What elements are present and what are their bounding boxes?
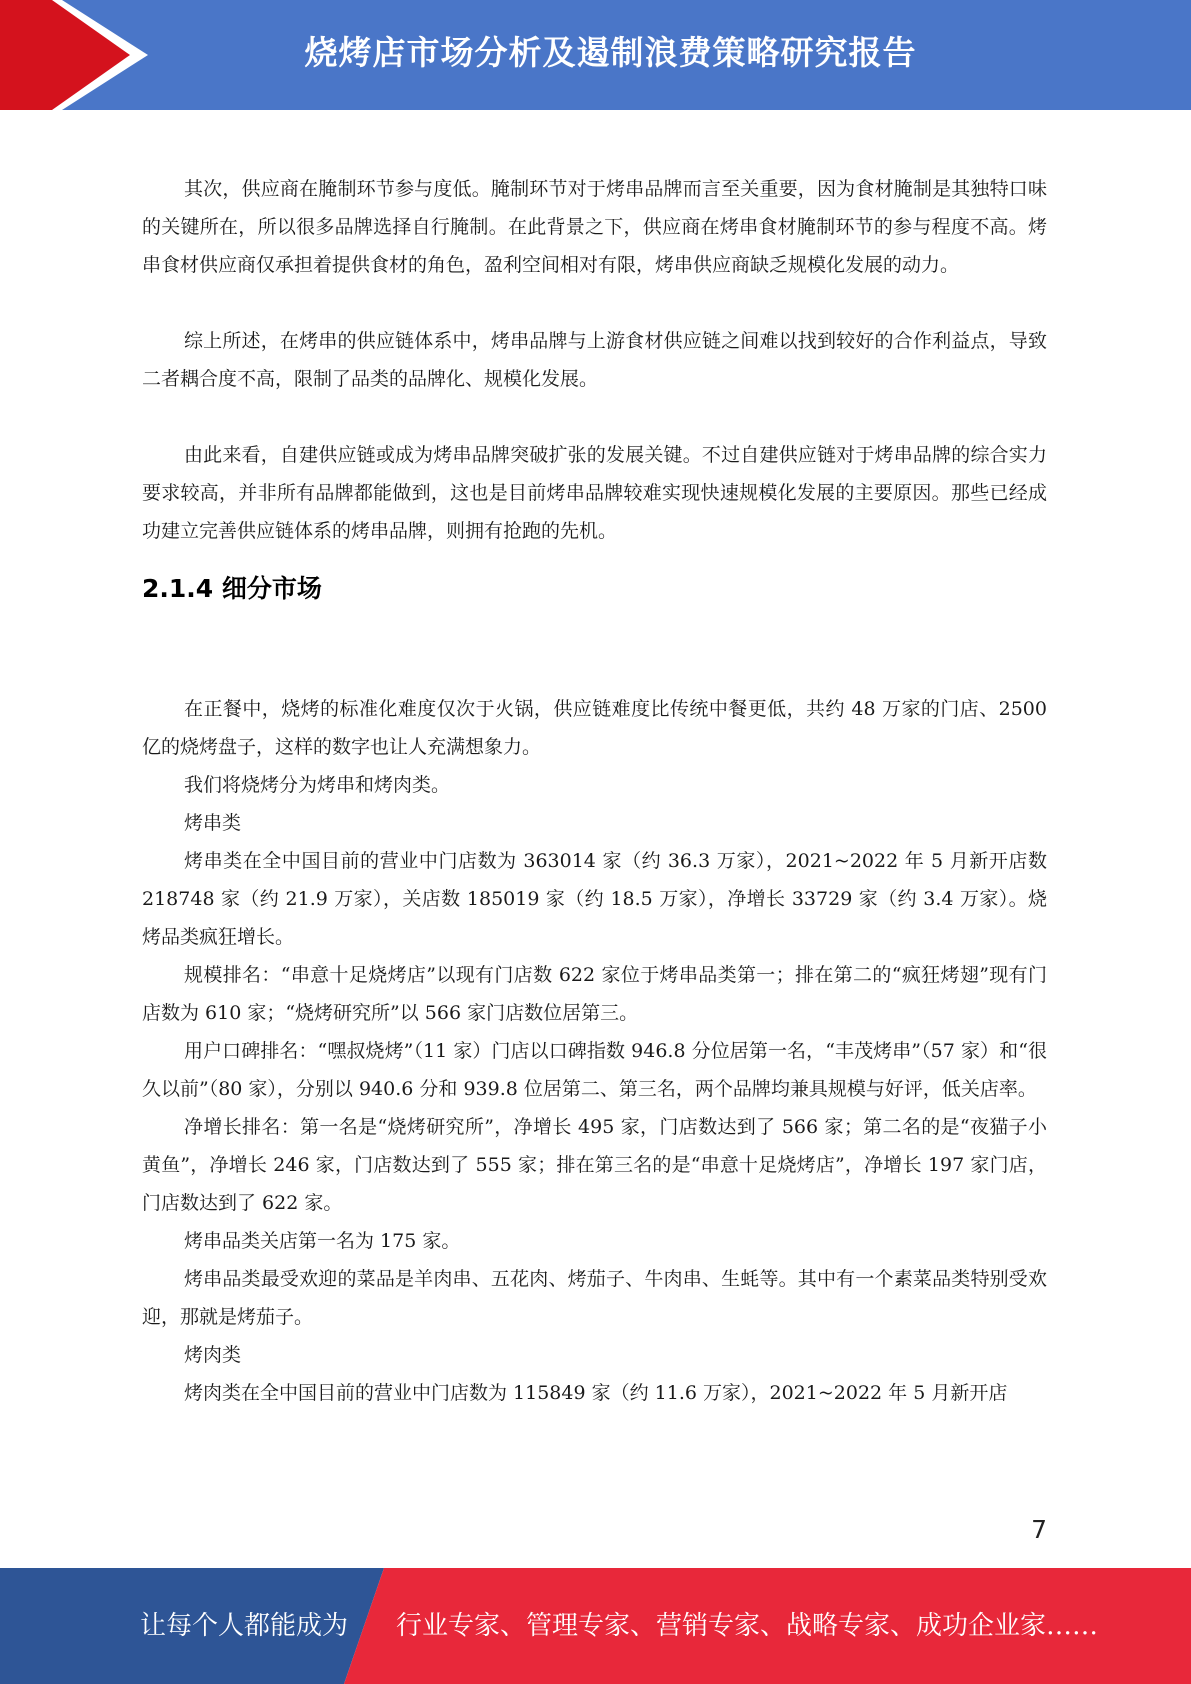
paragraph: 由此来看，自建供应链或成为烤串品牌突破扩张的发展关键。不过自建供应链对于烤串品牌的综合实力要求较高，并非所有品牌都能做到，这也是目前烤串品牌较难实现快速规模化发展的主要原因。那些已经成功建立完善供应链体系的烤串品牌，则拥有抢跑的先机。 <box>142 444 1047 542</box>
paragraph: 用户口碑排名：“嘿叔烧烤”（11 家）门店以口碑指数 946.8 分位居第一名，“丰茂烤串”（57 家）和“很久以前”（80 家），分别以 940.6 分和 939.8 位居第二、第三名，两个品牌均兼具规模与好评，低关店率。 <box>142 1040 1047 1100</box>
header-band <box>0 0 1191 110</box>
paragraph: 在正餐中，烧烤的标准化难度仅次于火锅，供应链难度比传统中餐更低，共约 48 万家的门店、2500 亿的烧烤盘子，这样的数字也让人充满想象力。 <box>142 698 1047 758</box>
footer-slogan-left: 让每个人都能成为 <box>140 1611 349 1641</box>
subheading-skewers: 烤串类 <box>184 812 242 834</box>
footer-slogan-right: 行业专家、管理专家、营销专家、战略专家、成功企业家…… <box>396 1611 1099 1641</box>
paragraph: 规模排名：“串意十足烧烤店”以现有门店数 622 家位于烤串品类第一；排在第二的“疯狂烤翅”现有门店数为 610 家；“烧烤研究所”以 566 家门店数位居第三。 <box>142 964 1047 1024</box>
document-body <box>142 170 1047 1412</box>
report-title: 烧烤店市场分析及遏制浪费策略研究报告 <box>304 33 917 72</box>
header-arrow-decoration <box>0 0 150 110</box>
paragraph: 烤串品类关店第一名为 175 家。 <box>184 1230 461 1252</box>
paragraph: 净增长排名：第一名是“烧烤研究所”，净增长 495 家，门店数达到了 566 家；第二名的是“夜猫子小黄鱼”，净增长 246 家，门店数达到了 555 家；排在第三名的是“串意十足烧烤店”，净增长 197 家门店，门店数达到了 622 家。 <box>142 1116 1047 1214</box>
paragraph: 烤肉类在全中国目前的营业中门店数为 115849 家（约 11.6 万家），2021~2022 年 5 月新开店 <box>184 1382 1008 1404</box>
footer-band <box>0 1568 1191 1684</box>
section-heading: 2.1.4 细分市场 <box>142 574 322 603</box>
subheading-grilled-meat: 烤肉类 <box>184 1344 242 1366</box>
page-number: 7 <box>1031 1515 1047 1544</box>
paragraph: 烤串类在全中国目前的营业中门店数为 363014 家（约 36.3 万家），2021~2022 年 5 月新开店数 218748 家（约 21.9 万家），关店数 185019 家（约 18.5 万家），净增长 33729 家（约 3.4 万家）。烧烤品类疯狂增长。 <box>142 850 1047 948</box>
paragraph: 其次，供应商在腌制环节参与度低。腌制环节对于烤串品牌而言至关重要，因为食材腌制是其独特口味的关键所在，所以很多品牌选择自行腌制。在此背景之下，供应商在烤串食材腌制环节的参与程度不高。烤串食材供应商仅承担着提供食材的角色，盈利空间相对有限，烤串供应商缺乏规模化发展的动力。 <box>142 178 1047 276</box>
paragraph: 综上所述，在烤串的供应链体系中，烤串品牌与上游食材供应链之间难以找到较好的合作利益点，导致二者耦合度不高，限制了品类的品牌化、规模化发展。 <box>142 330 1047 390</box>
paragraph: 我们将烧烤分为烤串和烤肉类。 <box>184 774 451 796</box>
paragraph: 烤串品类最受欢迎的菜品是羊肉串、五花肉、烤茄子、牛肉串、生蚝等。其中有一个素菜品类特别受欢迎，那就是烤茄子。 <box>142 1268 1047 1328</box>
